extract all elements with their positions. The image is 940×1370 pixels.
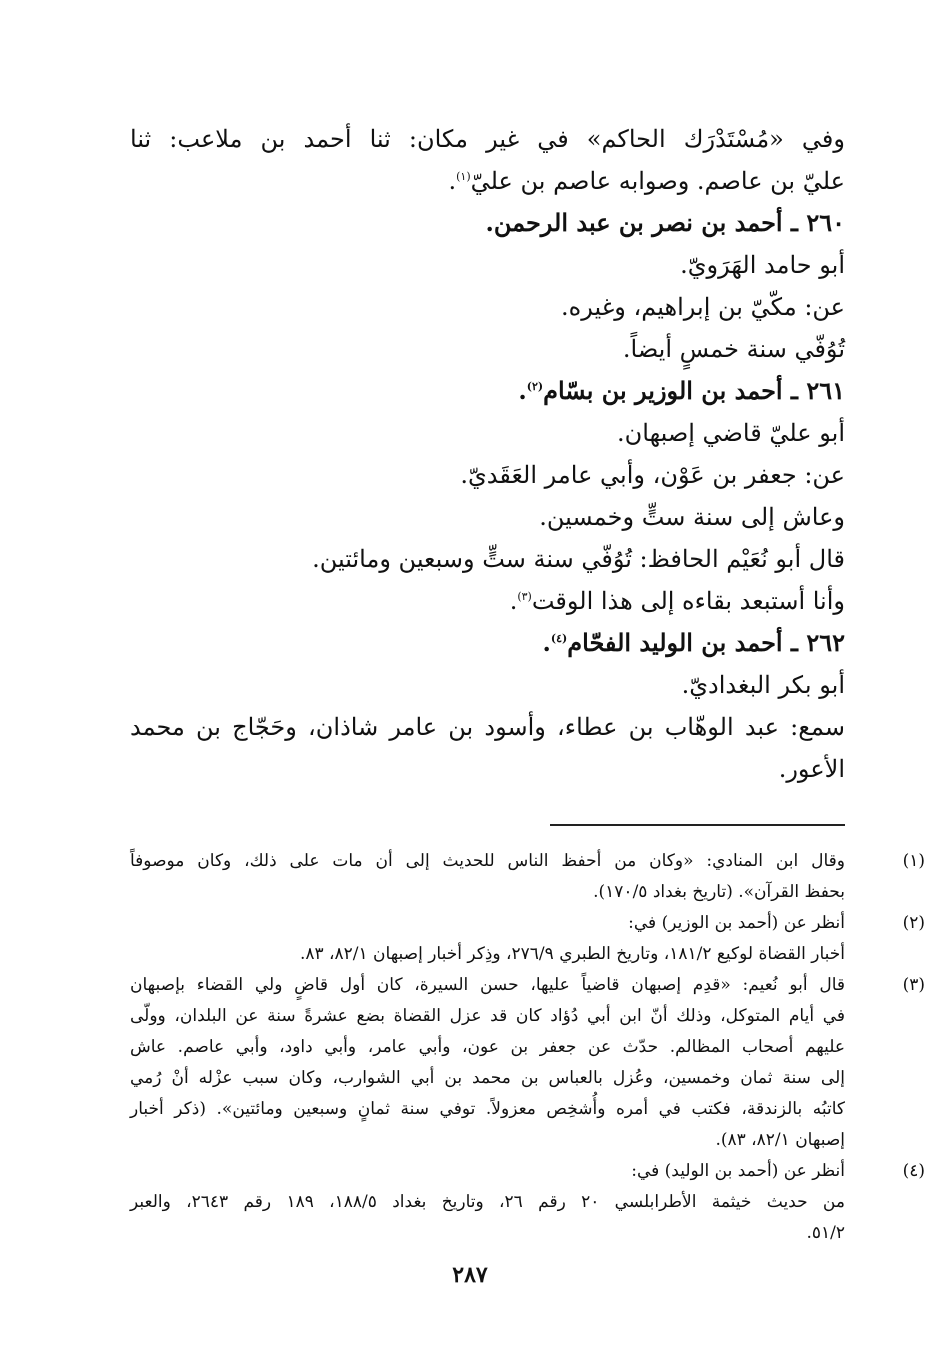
footnote-number: (٢) <box>902 913 925 933</box>
line-text: أبو حامد الهَرَويّ. <box>680 251 845 279</box>
page-number: ٢٨٧ <box>452 1262 488 1288</box>
footnote-number: (٣) <box>902 975 925 995</box>
footnote-line: وقال ابن المنادي: «وكان من أحفظ الناس للحديث إلى أن مات على ذلك، وكان موصوفاً <box>130 851 845 871</box>
line-text: وفي «مُسْتَدْرَك الحاكم» في غير مكان: ثنا أحمد بن ملاعب: ثنا <box>130 125 845 153</box>
footnote-body <box>130 1156 845 1249</box>
entry-heading-262: ٢٦٢ ـ أحمد بن الوليد الفحّام$^{(٤)}$. <box>542 628 845 657</box>
heading-text: ٢٦٢ ـ أحمد بن الوليد الفحّام <box>567 628 845 657</box>
footnotes-section <box>130 846 925 1249</box>
text-line: وأنا أستبعد بقاءه إلى هذا الوقت$^{(٣)}$. <box>509 587 845 615</box>
footnote-line: بحفظ القرآن». (تاريخ بغداد ١٧٠/٥). <box>593 882 845 902</box>
line-text: وعاش إلى سنة ستٍّ وخمسين. <box>539 503 845 531</box>
line-text: قال أبو نُعَيْم الحافظ: تُوُفّي سنة ستٍّ وسبعين ومائتين. <box>312 545 845 573</box>
footnote-marker[interactable]: (٣) <box>517 590 532 603</box>
heading-text: ٢٦١ ـ أحمد بن الوزير بن بسّام <box>543 376 845 405</box>
footnote-line: ٥١/٢. <box>806 1223 845 1243</box>
entry-heading-261: ٢٦١ ـ أحمد بن الوزير بن بسّام$^{(٢)}$. <box>518 376 845 405</box>
line-text: الأعور. <box>778 755 845 783</box>
text-line <box>130 748 845 790</box>
footnote-line: أنظر عن (أحمد بن الوزير) في: <box>628 913 845 933</box>
footnote-4 <box>130 1156 925 1249</box>
text-line <box>130 664 845 706</box>
page-body <box>130 118 925 1243</box>
text-line <box>130 328 845 370</box>
line-text: عليّ بن عاصم. وصوابه عاصم بن عليّ <box>470 167 845 195</box>
footnote-number: (١) <box>902 851 925 871</box>
line-text: أبو عليّ قاضي إصبهان. <box>617 419 845 447</box>
footnote-1 <box>130 846 925 908</box>
text-line <box>130 496 845 538</box>
text-line: عليّ بن عاصم. وصوابه عاصم بن عليّ$^{(١)}$. <box>448 167 845 195</box>
footnote-number: (٤) <box>902 1161 925 1181</box>
text-line <box>130 538 845 580</box>
footnote-2 <box>130 908 925 970</box>
line-text: أبو بكر البغداديّ. <box>681 671 845 699</box>
line-text: تُوُفّي سنة خمسٍ أيضاً. <box>622 335 845 363</box>
footnote-marker[interactable]: (١) <box>456 170 471 183</box>
text-line <box>130 706 845 748</box>
text-line <box>130 286 845 328</box>
footnote-line: عليهم أصحاب المظالم. حدّث عن جعفر بن عون، وأبي عامر، وأبي داود، وأبي عاصم. عاش <box>130 1037 845 1057</box>
footnote-body <box>130 970 845 1156</box>
footnote-line: في أيام المتوكل، وذلك أنّ ابن أبي دُؤاد كان قد عزل القضاة بضع عشرةً سنة عن البلدان، وولّى <box>130 1006 845 1026</box>
footnote-line: إلى سنة ثمان وخمسين، وعُزل بالعباس بن محمد بن أبي الشوارب، وكان سبب عزْله أنْ رُمي <box>130 1068 845 1088</box>
line-text: سمع: عبد الوهّاب بن عطاء، وأسود بن عامر شاذان، وحَجّاج بن محمد <box>130 713 846 741</box>
text-line <box>130 118 845 160</box>
footnote-line: كاتبُه بالزندقة، فكتب في أمره وأُشخِص معزولاً. توفي سنة ثمانٍ وسبعين ومائتين». (ذكر أخبار <box>130 1099 845 1119</box>
footnote-body <box>130 908 845 970</box>
text-line <box>130 244 845 286</box>
line-text: عن: مكّيّ بن إبراهيم، وغيره. <box>561 293 845 321</box>
footnote-marker[interactable]: (٢) <box>526 380 544 393</box>
line-text: عن: جعفر بن عَوْن، وأبي عامر العَقَديّ. <box>460 461 845 489</box>
footnote-separator <box>550 824 845 826</box>
heading-text: ٢٦٠ ـ أحمد بن نصر بن عبد الرحمن. <box>485 208 845 237</box>
footnote-3 <box>130 970 925 1156</box>
footnote-line: إصبهان ٨٢/١، ٨٣). <box>715 1130 845 1150</box>
entry-heading-260 <box>130 202 845 244</box>
footnote-line: أنظر عن (أحمد بن الوليد) في: <box>631 1161 845 1181</box>
footnote-line: أخبار القضاة لوكيع ١٨١/٢، وتاريخ الطبري ٢٧٦/٩، وذِكر أخبار إصبهان ٨٢/١، ٨٣. <box>299 944 845 964</box>
line-text: وأنا أستبعد بقاءه إلى هذا الوقت <box>531 587 845 615</box>
footnote-body <box>130 846 845 908</box>
text-line <box>130 454 845 496</box>
footnote-line: قال أبو نُعيم: «قدِم إصبهان قاضياً عليها، حسن السيرة، كان أول قاضٍ ولي القضاء بإصبهان <box>130 975 845 995</box>
footnote-line: من حديث خيثمة الأطرابلسي ٢٠ رقم ٢٦، وتاريخ بغداد ١٨٨/٥، ١٨٩ رقم ٢٦٤٣، والعبر <box>130 1192 845 1212</box>
footnote-marker[interactable]: (٤) <box>550 632 568 645</box>
text-line <box>130 412 845 454</box>
